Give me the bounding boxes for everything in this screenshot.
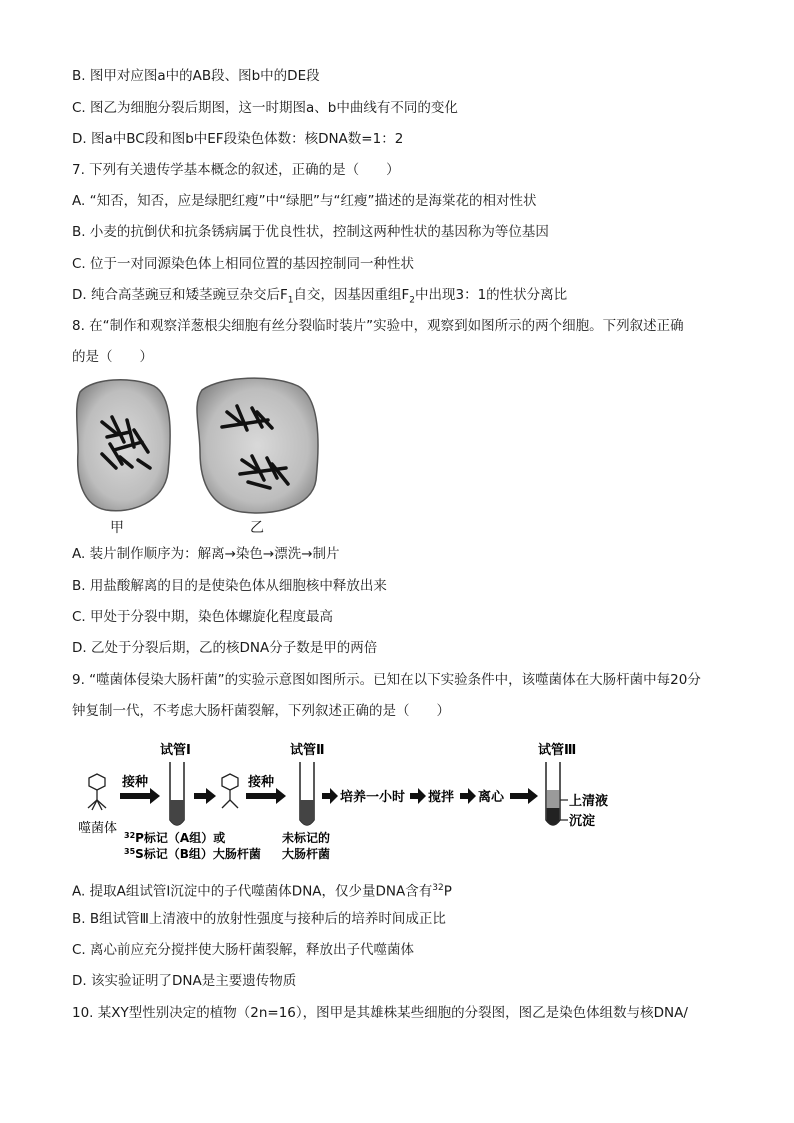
phage-icon-2 — [222, 774, 238, 808]
phage-icon — [88, 774, 106, 810]
q8-option-d: D. 乙处于分裂后期，乙的核DNA分子数是甲的两倍 — [72, 640, 378, 656]
tube3-label: 试管Ⅲ — [538, 743, 577, 758]
tube1-label: 试管Ⅰ — [160, 743, 191, 758]
q6-option-b: B. 图甲对应图a中的AB段、图b中的DE段 — [72, 68, 320, 84]
inoculate-label-1: 接种 — [122, 775, 149, 790]
tube1-caption-line1 — [124, 830, 225, 845]
q8-stem-line2: 的是（ ） — [72, 349, 153, 365]
arrow-1 — [120, 788, 160, 804]
q9-option-b: B. B组试管Ⅲ上清液中的放射性强度与接种后的培养时间成正比 — [72, 911, 446, 927]
arrow-4 — [322, 788, 338, 804]
cell-jia — [77, 380, 170, 511]
q9-option-c: C. 离心前应充分搅拌使大肠杆菌裂解，释放出子代噬菌体 — [72, 942, 415, 958]
q9a-sup: 32 — [432, 883, 444, 893]
q7d-text-1: D. 纯合高茎豌豆和矮茎豌豆杂交后F — [72, 287, 288, 303]
step-centrifuge: 离心 — [478, 790, 505, 805]
phage-label: 噬菌体 — [78, 821, 118, 836]
cell-micrographs-svg — [72, 372, 332, 517]
q9-stem-line2: 钟复制一代，不考虑大肠杆菌裂解，下列叙述正确的是（ ） — [72, 703, 450, 719]
cell-label-jia: 甲 — [110, 520, 124, 536]
q7-stem: 7. 下列有关遗传学基本概念的叙述，正确的是（ ） — [72, 162, 400, 178]
phage-experiment-diagram — [72, 738, 632, 868]
tube2-label: 试管Ⅱ — [290, 743, 325, 758]
arrow-3 — [246, 788, 286, 804]
cell-yi — [197, 378, 318, 513]
q9a-text-1: A. 提取A组试管Ⅰ沉淀中的子代噬菌体DNA，仅少量DNA含有 — [72, 883, 433, 900]
q9-option-d: D. 该实验证明了DNA是主要遗传物质 — [72, 973, 297, 989]
step-culture: 培养一小时 — [340, 790, 406, 805]
q8-option-a: A. 装片制作顺序为：解离→染色→漂洗→制片 — [72, 546, 340, 562]
sediment-label: 沉淀 — [569, 814, 596, 829]
arrow-7 — [510, 788, 538, 804]
q6-option-c: C. 图乙为细胞分裂后期图，这一时期图a、b中曲线有不同的变化 — [72, 100, 458, 116]
q9-option-a — [72, 878, 452, 902]
tube-1 — [170, 762, 184, 825]
cell-micrograph-figure — [72, 372, 332, 537]
q8-stem-line1: 8. 在“制作和观察洋葱根尖细胞有丝分裂临时装片”实验中，观察到如图所示的两个细胞。下列叙述正确 — [72, 318, 684, 334]
cell-label-yi: 乙 — [250, 520, 264, 536]
arrow-2 — [194, 788, 216, 804]
q9a-text-2: P — [443, 883, 452, 900]
step-stir: 搅拌 — [428, 790, 455, 805]
q8-option-c: C. 甲处于分裂中期，染色体螺旋化程度最高 — [72, 609, 334, 625]
sup-35: 35 — [124, 847, 136, 856]
q7-option-a: A. “知否，知否，应是绿肥红瘦”中“绿肥”与“红瘦”描述的是海棠花的相对性状 — [72, 193, 537, 209]
phage-diagram-svg — [72, 738, 632, 868]
tube2-caption-line1: 未标记的 — [282, 831, 331, 845]
q8-option-b: B. 用盐酸解离的目的是使染色体从细胞核中释放出来 — [72, 578, 387, 594]
supernatant-label: 上清液 — [569, 794, 609, 809]
q7d-text-2: 自交，因基因重组F — [293, 287, 410, 303]
q7d-sub-2: 2 — [409, 295, 415, 306]
q10-stem-line1: 10. 某XY型性别决定的植物（2n=16），图甲是其雄株某些细胞的分裂图，图乙是染色体组数与核DNA/ — [72, 1005, 688, 1021]
arrow-5 — [410, 788, 426, 804]
sup-32: 32 — [124, 831, 136, 840]
tube-2 — [300, 762, 314, 825]
inoculate-label-2: 接种 — [248, 775, 275, 790]
tube1-caption-line2 — [124, 846, 261, 861]
q7d-text-3: 中出现3：1的性状分离比 — [414, 287, 568, 303]
q7d-sub-1: 1 — [287, 295, 294, 306]
q7-option-c: C. 位于一对同源染色体上相同位置的基因控制同一种性状 — [72, 256, 415, 272]
tube1-caption-text2: S标记（B组）大肠杆菌 — [135, 847, 261, 861]
q7-option-d — [72, 285, 567, 311]
q7-option-b: B. 小麦的抗倒伏和抗条锈病属于优良性状，控制这两种性状的基因称为等位基因 — [72, 224, 549, 240]
tube2-caption-line2: 大肠杆菌 — [282, 847, 331, 861]
q9-stem-line1: 9. “噬菌体侵染大肠杆菌”的实验示意图如图所示。已知在以下实验条件中，该噬菌体在大肠杆菌中每20分 — [72, 672, 701, 688]
arrow-6 — [460, 788, 476, 804]
tube1-caption-text1: P标记（A组）或 — [135, 831, 226, 845]
tube-3 — [546, 762, 560, 825]
q6-option-d: D. 图a中BC段和图b中EF段染色体数：核DNA数=1：2 — [72, 131, 404, 147]
